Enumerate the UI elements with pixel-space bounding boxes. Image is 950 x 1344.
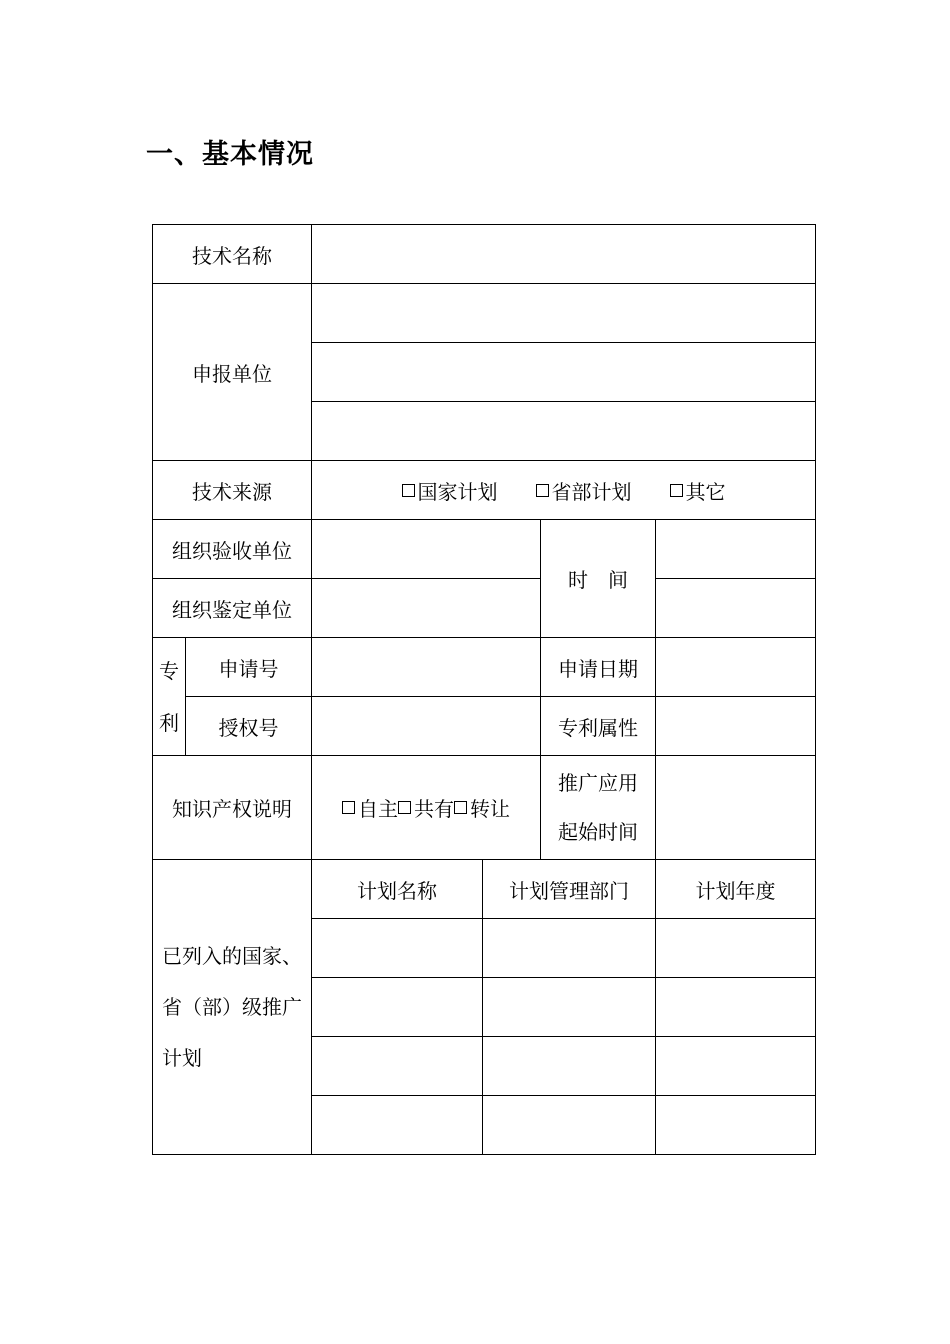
acceptance-org-field[interactable] (312, 520, 541, 579)
plan-name-header: 计划名称 (312, 860, 483, 919)
plan-dept-cell[interactable] (483, 978, 656, 1037)
plan-dept-cell[interactable] (483, 919, 656, 978)
checkbox-icon (402, 484, 415, 497)
application-date-label: 申请日期 (541, 638, 656, 697)
grant-no-field[interactable] (312, 697, 541, 756)
application-date-field[interactable] (656, 638, 816, 697)
plan-year-cell[interactable] (656, 1037, 816, 1096)
plan-year-header: 计划年度 (656, 860, 816, 919)
plan-year-cell[interactable] (656, 978, 816, 1037)
applicant-label: 申报单位 (153, 284, 312, 461)
checkbox-icon (536, 484, 549, 497)
tech-source-options (312, 461, 816, 520)
tech-source-label: 技术来源 (153, 461, 312, 520)
plan-year-cell[interactable] (656, 1096, 816, 1155)
patent-label: 专 利 (153, 638, 186, 756)
other-source-checkbox[interactable]: 其它 (670, 476, 726, 505)
tech-name-field[interactable] (312, 225, 816, 284)
patent-attr-field[interactable] (656, 697, 816, 756)
plan-dept-cell[interactable] (483, 1037, 656, 1096)
tech-name-label: 技术名称 (153, 225, 312, 284)
provincial-plan-checkbox[interactable]: 省部计划 (536, 476, 632, 505)
checkbox-icon (670, 484, 683, 497)
national-plan-checkbox[interactable]: 国家计划 (402, 476, 498, 505)
basic-info-table (152, 224, 816, 1155)
plan-name-cell[interactable] (312, 1037, 483, 1096)
plans-label: 已列入的国家、 省（部）级推广 计划 (153, 860, 312, 1155)
checkbox-icon (454, 801, 467, 814)
applicant-field-1[interactable] (312, 284, 816, 343)
appraisal-org-label: 组织鉴定单位 (153, 579, 312, 638)
patent-attr-label: 专利属性 (541, 697, 656, 756)
acceptance-time-field[interactable] (656, 520, 816, 579)
appraisal-org-field[interactable] (312, 579, 541, 638)
plan-year-cell[interactable] (656, 919, 816, 978)
ip-options (312, 756, 541, 860)
checkbox-icon (398, 801, 411, 814)
transfer-ip-checkbox[interactable]: 转让 (454, 793, 510, 822)
start-time-field[interactable] (656, 756, 816, 860)
ip-label: 知识产权说明 (153, 756, 312, 860)
plan-name-cell[interactable] (312, 919, 483, 978)
plan-name-cell[interactable] (312, 978, 483, 1037)
appraisal-time-field[interactable] (656, 579, 816, 638)
application-no-label: 申请号 (186, 638, 312, 697)
applicant-field-3[interactable] (312, 402, 816, 461)
checkbox-icon (342, 801, 355, 814)
page-title: 一、基本情况 (146, 139, 314, 170)
time-label: 时 间 (541, 520, 656, 638)
plan-dept-cell[interactable] (483, 1096, 656, 1155)
applicant-field-2[interactable] (312, 343, 816, 402)
plan-name-cell[interactable] (312, 1096, 483, 1155)
shared-ip-checkbox[interactable]: 共有 (398, 793, 454, 822)
start-time-label: 推广应用 起始时间 (541, 756, 656, 860)
application-no-field[interactable] (312, 638, 541, 697)
grant-no-label: 授权号 (186, 697, 312, 756)
plan-dept-header: 计划管理部门 (483, 860, 656, 919)
acceptance-org-label: 组织验收单位 (153, 520, 312, 579)
own-ip-checkbox[interactable]: 自主 (342, 793, 398, 822)
